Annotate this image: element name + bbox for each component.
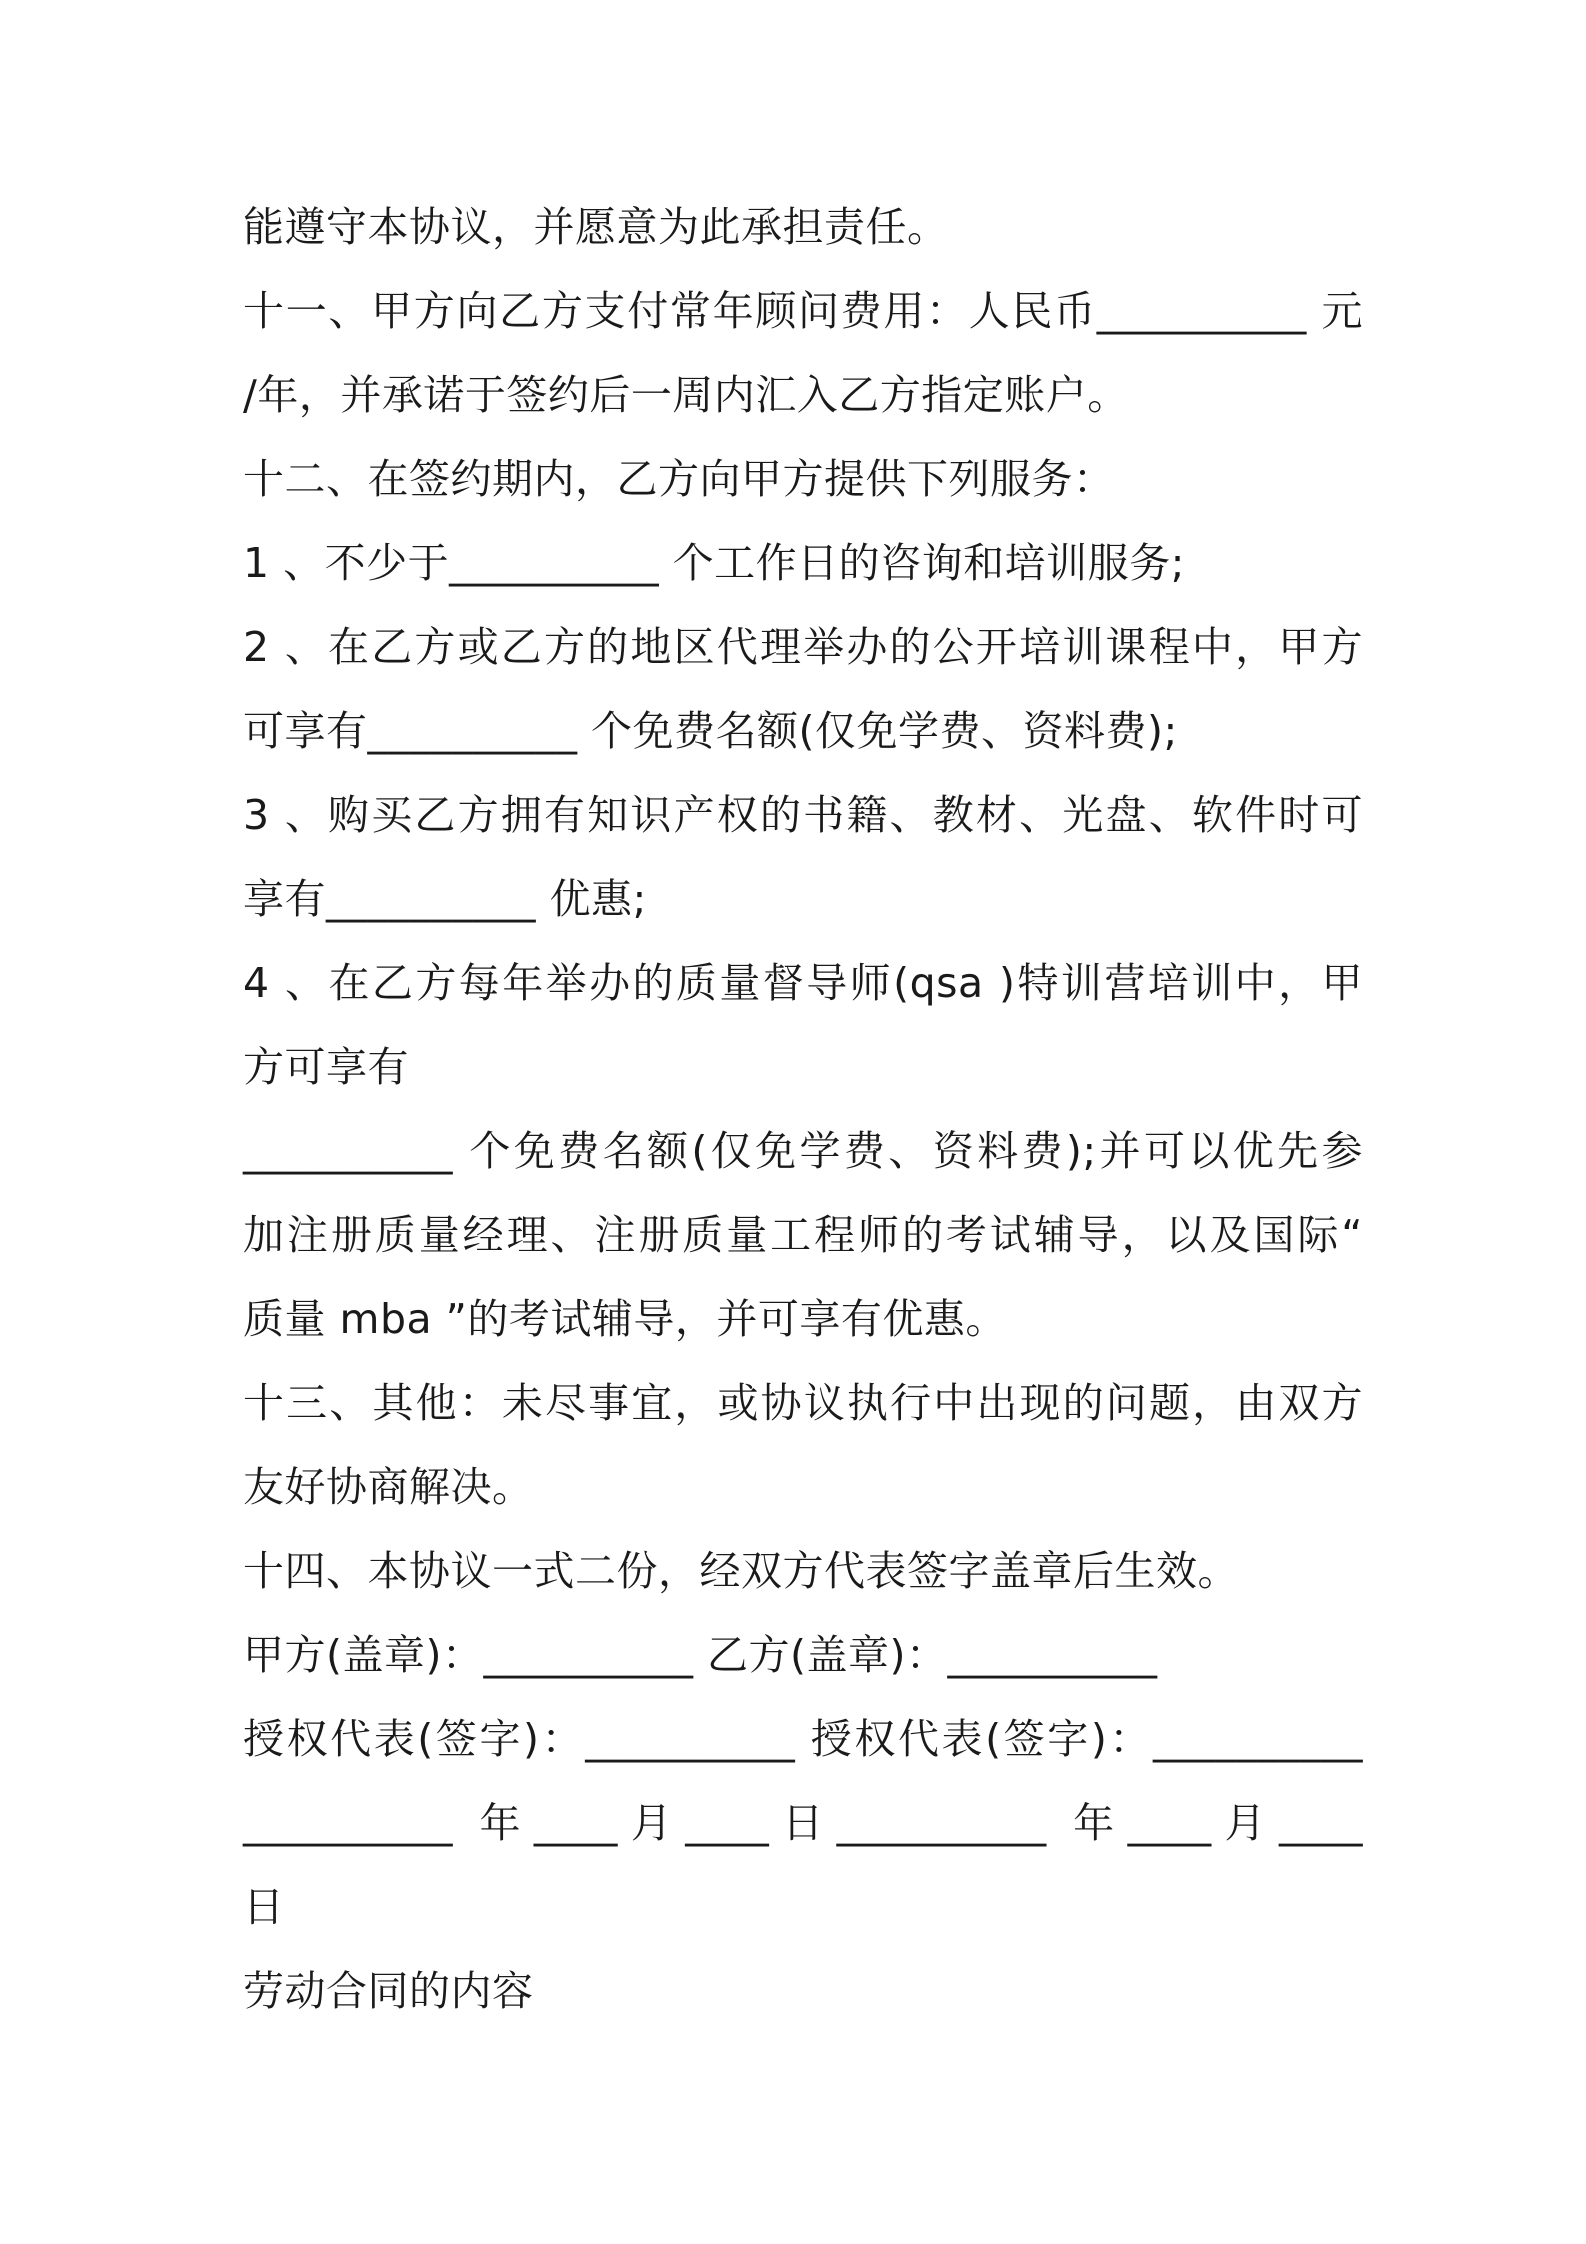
text-line-1: 能遵守本协议，并愿意为此承担责任。	[243, 203, 949, 251]
service-item-4-line-4: 加注册质量经理、注册质量工程师的考试辅导，以及国际“	[243, 1211, 1363, 1259]
service-item-2-line-1: 2 、在乙方或乙方的地区代理举办的公开培训课程中，甲方	[243, 623, 1363, 671]
service-item-2-line-2: 可享有__________ 个免费名额(仅免学费、资料费);	[243, 707, 1178, 755]
service-item-3-line-1: 3 、购买乙方拥有知识产权的书籍、教材、光盘、软件时可	[243, 791, 1363, 839]
seal-line: 甲方(盖章)：__________ 乙方(盖章)：__________	[243, 1631, 1158, 1679]
service-item-4-line-3: __________ 个免费名额(仅免学费、资料费);并可以优先参	[243, 1127, 1363, 1175]
signature-line: 授权代表(签字)：__________ 授权代表(签字)：__________	[243, 1715, 1363, 1763]
clause-12-heading: 十二、在签约期内，乙方向甲方提供下列服务：	[243, 455, 1115, 503]
service-item-4-line-5: 质量 mba ”的考试辅导，并可享有优惠。	[243, 1295, 1007, 1343]
date-line-end: 日	[243, 1883, 285, 1931]
service-item-4-line-1: 4 、在乙方每年举办的质量督导师(qsa )特训营培训中，甲	[243, 959, 1363, 1007]
service-item-4-line-2: 方可享有	[243, 1043, 409, 1091]
service-item-3-line-2: 享有__________ 优惠;	[243, 875, 647, 923]
date-line: __________ 年____月____日__________ 年____月____	[243, 1799, 1363, 1847]
clause-13-line-2: 友好协商解决。	[243, 1463, 534, 1511]
clause-11-line-1: 十一、甲方向乙方支付常年顾问费用：人民币__________ 元	[243, 287, 1363, 335]
section-heading: 劳动合同的内容	[243, 1967, 534, 2015]
service-item-1: 1 、不少于__________ 个工作日的咨询和培训服务;	[243, 539, 1185, 587]
clause-13-line-1: 十三、其他：未尽事宜，或协议执行中出现的问题，由双方	[243, 1379, 1363, 1427]
clause-14: 十四、本协议一式二份，经双方代表签字盖章后生效。	[243, 1547, 1239, 1595]
clause-11-line-2: /年，并承诺于签约后一周内汇入乙方指定账户。	[243, 371, 1129, 419]
